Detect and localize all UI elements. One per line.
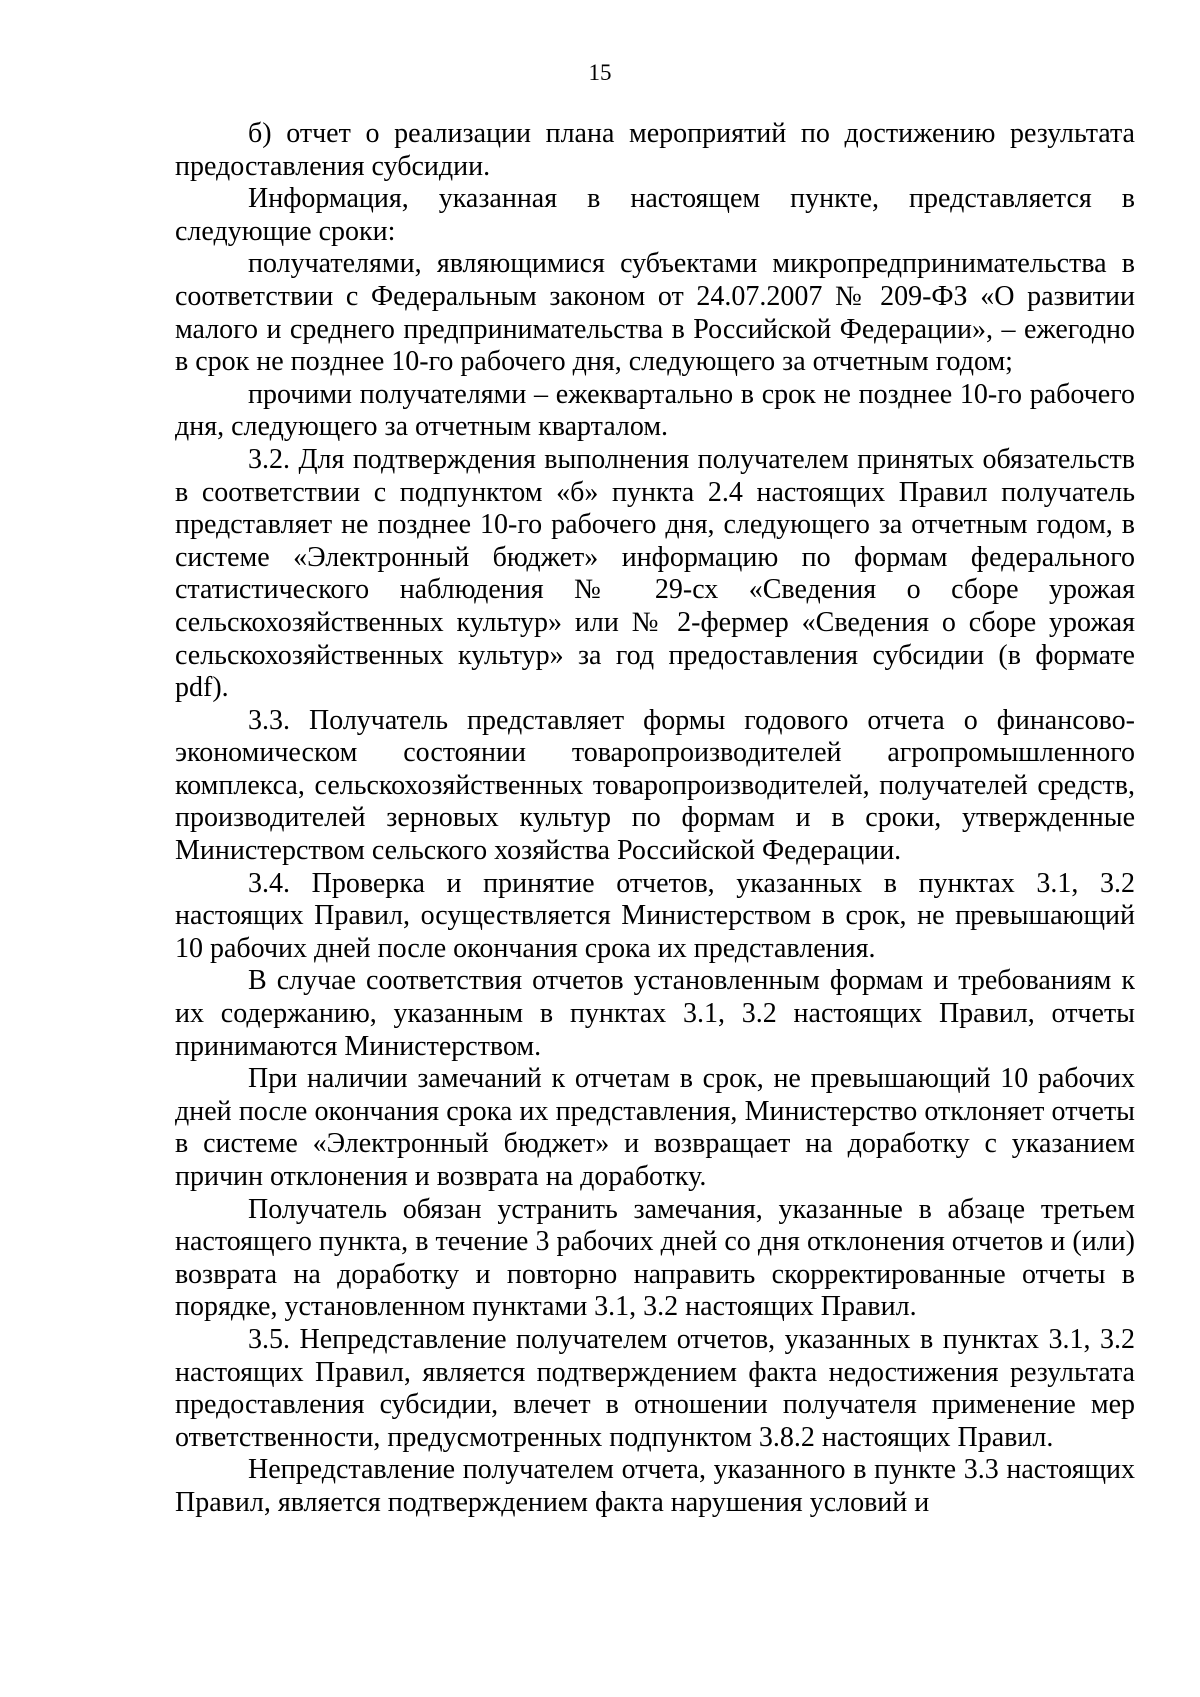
paragraph-other-recipients: прочими получателями – ежеквартально в срок не позднее 10-го рабочего дня, следующего за отчетным кварталом. <box>175 378 1135 443</box>
paragraph-acceptance: В случае соответствия отчетов установленным формам и требованиям к их содержанию, указанным в пунктах 3.1, 3.2 настоящих Правил, отчеты принимаются Министерством. <box>175 965 1135 1062</box>
paragraph-non-submission: Непредставление получателем отчета, указанного в пункте 3.3 настоящих Правил, является подтверждением факта нарушения условий и <box>175 1454 1135 1518</box>
page-number: 15 <box>588 60 612 85</box>
paragraph-3-2: 3.2. Для подтверждения выполнения получателем принятых обязательств в соответствии с подпунктом «б» пункта 2.4 настоящих Правил получатель представляет не позднее 10-го рабочего дня, следующего за отчетным годом, в системе «Электронный бюджет» информацию по формам федерального статистического наблюдения № 29-сх «Сведения о сборе урожая сельскохозяйственных культур» или № 2-фермер «Сведения о сборе урожая сельскохозяйственных культур» за год предоставления субсидии (в формате pdf). <box>175 443 1135 704</box>
document-body <box>175 118 1135 1520</box>
paragraph-3-4: 3.4. Проверка и принятие отчетов, указанных в пунктах 3.1, 3.2 настоящих Правил, осуществляется Министерством в срок, не превышающий 10 рабочих дней после окончания срока их представления. <box>175 867 1135 964</box>
paragraph-3-3: 3.3. Получатель представляет формы годового отчета о финансово-экономическом состоянии товаропроизводителей агропромышленного комплекса, сельскохозяйственных товаропроизводителей, получателей средств, производителей зерновых культур по формам и в сроки, утвержденные Министерством сельского хозяйства Российской Федерации. <box>175 704 1135 867</box>
paragraph-micro-enterprises: получателями, являющимися субъектами микропредпринимательства в соответствии с Федеральным законом от 24.07.2007 № 209-ФЗ «О развитии малого и среднего предпринимательства в Российской Федерации», – ежегодно в срок не позднее 10-го рабочего дня, следующего за отчетным годом; <box>175 248 1135 378</box>
paragraph-3-5: 3.5. Непредставление получателем отчетов, указанных в пунктах 3.1, 3.2 настоящих Правил, является подтверждением факта недостижения результата предоставления субсидии, влечет в отношении получателя применение мер ответственности, предусмотренных подпунктом 3.8.2 настоящих Правил. <box>175 1323 1135 1453</box>
paragraph-deadlines-intro: Информация, указанная в настоящем пункте, представляется в следующие сроки: <box>175 183 1135 247</box>
paragraph-report-b: б) отчет о реализации плана мероприятий по достижению результата предоставления субсидии. <box>175 118 1135 182</box>
paragraph-corrections: Получатель обязан устранить замечания, указанные в абзаце третьем настоящего пункта, в течение 3 рабочих дней со дня отклонения отчетов и (или) возврата на доработку и повторно направить скорректированные отчеты в порядке, установленном пунктами 3.1, 3.2 настоящих Правил. <box>175 1193 1135 1323</box>
paragraph-remarks: При наличии замечаний к отчетам в срок, не превышающий 10 рабочих дней после окончания срока их представления, Министерство отклоняет отчеты в системе «Электронный бюджет» и возвращает на доработку с указанием причин отклонения и возврата на доработку. <box>175 1063 1135 1192</box>
